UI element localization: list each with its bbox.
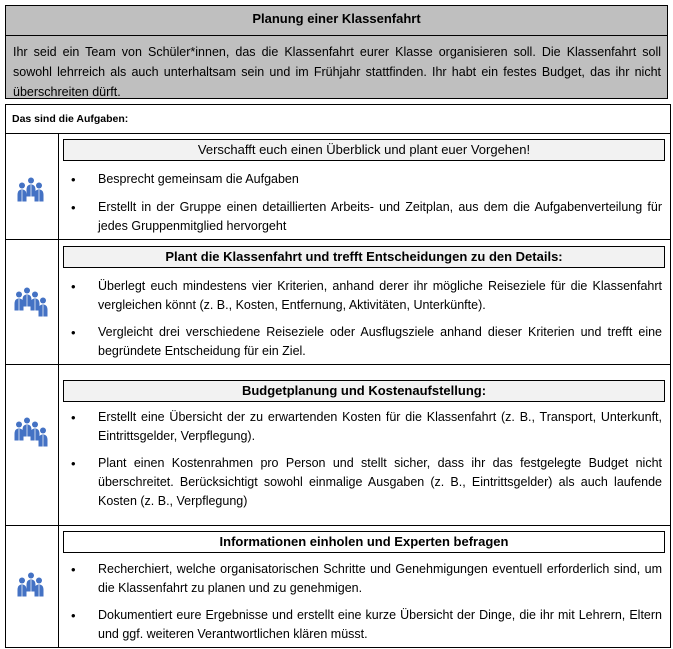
task-icon-cell <box>6 240 59 364</box>
bullet-text: Überlegt euch mindestens vier Kriterien, anhand derer ihr mögliche Reiseziele für die Klassenfahrt vergleichen könnt (z. B., Kosten, Entfernung, Aktivitäten, Unterkünfte). <box>98 279 662 312</box>
bullet-text: Recherchiert, welche organisatorischen Schritte und Genehmigungen eventuell erforderlich sind, um die Klassenfahrt zu planen und zu genehmigen. <box>98 562 662 595</box>
bullet-text: Plant einen Kostenrahmen pro Person und stellt sicher, dass ihr das festgelegte Budget nicht überschreitet. Berücksichtigt sowohl einmalige Ausgaben (z. B., Eintrittsgelder) als auch laufende Kosten (z. B., Verpflegung) <box>98 456 662 508</box>
intro-text: Ihr seid ein Team von Schüler*innen, das die Klassenfahrt eurer Klasse organisieren soll. Die Klassenfahrt soll sowohl lehrreich als auch unterhaltsam sein und im Frühjahr stattfinden. Ihr habt ein festes Budget, das ihr nicht überschreiten dürft. <box>13 45 661 99</box>
task-icon-cell <box>6 526 59 647</box>
group-of-three-people-icon <box>14 570 48 600</box>
task-content <box>58 526 670 647</box>
task-row-2 <box>6 240 670 365</box>
intro-box <box>5 5 668 99</box>
task-row-4 <box>6 526 670 647</box>
bullet-dot-icon: • <box>71 172 76 187</box>
bullet-text: Erstellt eine Übersicht der zu erwartenden Kosten für die Klassenfahrt (z. B., Transport, Unterkunft, Eintrittsgelder, Verpflegung). <box>98 410 662 443</box>
task-title: Informationen einholen und Experten befragen <box>63 531 665 553</box>
task-title: Verschafft euch einen Überblick und plant euer Vorgehen! <box>63 139 665 161</box>
intro-divider <box>6 35 667 36</box>
task-row-3 <box>6 365 670 526</box>
group-of-four-people-icon <box>12 285 50 319</box>
task-row-1 <box>6 133 670 240</box>
task-title: Plant die Klassenfahrt und trefft Entscheidungen zu den Details: <box>63 246 665 268</box>
task-content <box>58 240 670 364</box>
tasks-header <box>6 105 670 134</box>
bullet-dot-icon: • <box>71 200 76 215</box>
tasks-header-label: Das sind die Aufgaben: <box>12 113 129 125</box>
bullet-text: Vergleicht drei verschiedene Reiseziele oder Ausflugsziele anhand dieser Kriterien und trefft eine begründete Entscheidung für ein Ziel. <box>98 325 662 358</box>
bullet-dot-icon: • <box>71 562 76 577</box>
bullet-dot-icon: • <box>71 279 76 294</box>
tasks-table <box>5 104 671 648</box>
bullet-dot-icon: • <box>71 410 76 425</box>
intro-title: Planung einer Klassenfahrt <box>252 11 421 26</box>
task-title: Budgetplanung und Kostenaufstellung: <box>63 380 665 402</box>
bullet-text: Erstellt in der Gruppe einen detaillierten Arbeits- und Zeitplan, aus dem die Aufgabenverteilung für jedes Gruppenmitglied hervorgeht <box>98 200 662 233</box>
group-of-three-people-icon <box>14 175 48 205</box>
task-content <box>58 365 670 525</box>
bullet-text: Dokumentiert eure Ergebnisse und erstellt eine kurze Übersicht der Dinge, die ihr mit Lehrern, Eltern und ggf. weiteren Verantwortlichen klären müsst. <box>98 608 662 641</box>
task-content <box>58 133 670 239</box>
task-icon-cell <box>6 365 59 525</box>
task-icon-cell <box>6 133 59 239</box>
group-of-four-people-icon <box>12 415 50 449</box>
bullet-dot-icon: • <box>71 608 76 623</box>
bullet-dot-icon: • <box>71 325 76 340</box>
bullet-text: Besprecht gemeinsam die Aufgaben <box>98 172 299 186</box>
bullet-dot-icon: • <box>71 456 76 471</box>
